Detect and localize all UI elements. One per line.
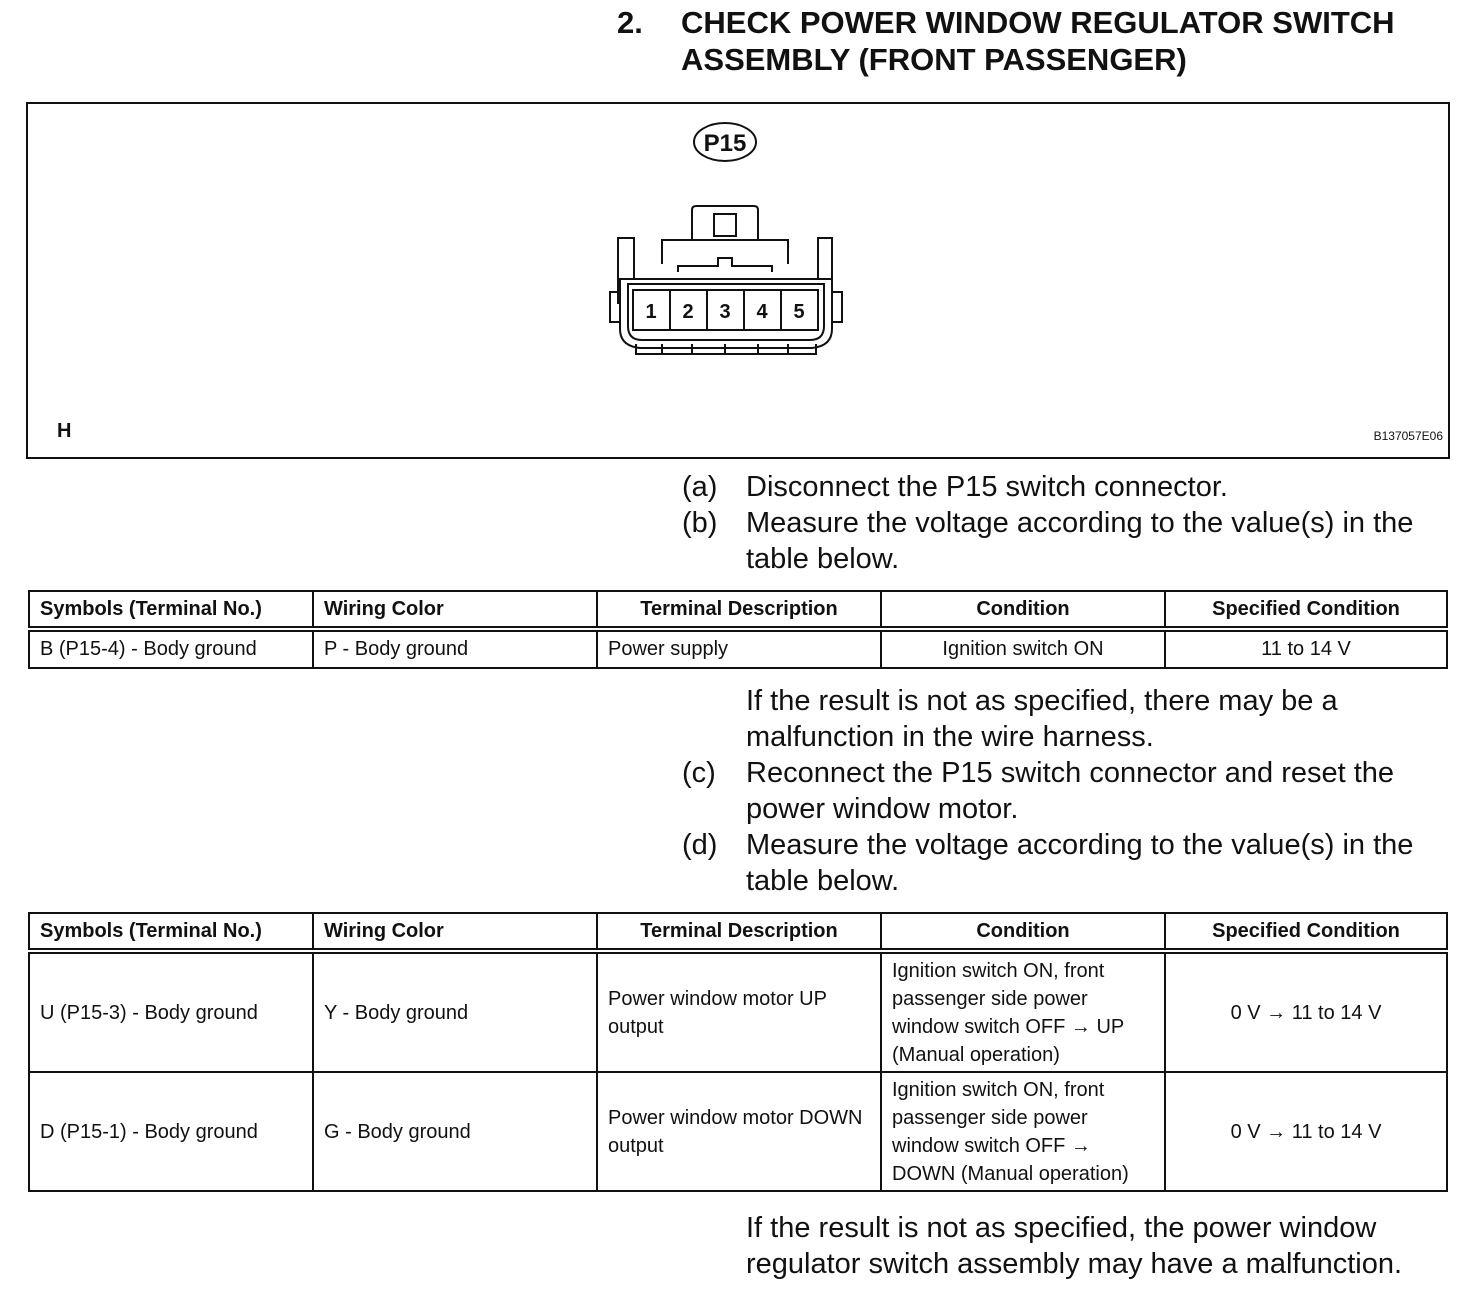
header-wiring-color: Wiring Color: [313, 591, 597, 629]
step-label: (c): [682, 757, 716, 789]
table-row: [29, 1072, 1447, 1191]
figure-corner-letter: H: [57, 420, 72, 442]
cell-terminal-description: Power window motor UP output: [597, 951, 881, 1072]
cell-condition: Ignition switch ON: [881, 629, 1165, 668]
header-terminal-description: Terminal Description: [597, 591, 881, 629]
terminal-4: 4: [756, 301, 768, 323]
step-label: (d): [682, 829, 718, 861]
cell-symbol: U (P15-3) - Body ground: [29, 951, 313, 1072]
cell-specified-condition: 0 V → 11 to 14 V: [1165, 1072, 1447, 1191]
step-text: Disconnect the P15 switch connector.: [746, 471, 1228, 503]
table-row: [29, 951, 1447, 1072]
cell-symbol: D (P15-1) - Body ground: [29, 1072, 313, 1191]
voltage-table-2: [28, 912, 1448, 1192]
cell-specified-condition: 11 to 14 V: [1165, 629, 1447, 668]
header-condition: Condition: [881, 913, 1165, 951]
connector-label: P15: [703, 130, 747, 157]
table-header-row: [29, 913, 1447, 951]
figure-code: B137057E06: [1373, 429, 1443, 443]
step-label: (b): [682, 507, 718, 539]
cell-condition: Ignition switch ON, front passenger side power window switch OFF → UP (Manual operation): [881, 951, 1165, 1072]
header-specified-condition: Specified Condition: [1165, 591, 1447, 629]
header-wiring-color: Wiring Color: [313, 913, 597, 951]
cell-specified-condition: 0 V → 11 to 14 V: [1165, 951, 1447, 1072]
note-wire-harness: If the result is not as specified, there may be a malfunction in the wire harness.: [746, 685, 1338, 753]
cell-condition: Ignition switch ON, front passenger side power window switch OFF → DOWN (Manual operation): [881, 1072, 1165, 1191]
terminal-3: 3: [719, 301, 731, 323]
step-label: (a): [682, 471, 718, 503]
note-switch-malfunction: If the result is not as specified, the power window regulator switch assembly may have a malfunction.: [746, 1212, 1403, 1280]
header-condition: Condition: [881, 591, 1165, 629]
section-number: 2.: [617, 5, 643, 40]
step-text: Reconnect the P15 switch connector and reset the power window motor.: [746, 757, 1395, 825]
cell-wiring-color: P - Body ground: [313, 629, 597, 668]
section-title: CHECK POWER WINDOW REGULATOR SWITCH ASSEMBLY (FRONT PASSENGER): [681, 5, 1395, 77]
cell-terminal-description: Power supply: [597, 629, 881, 668]
header-symbols: Symbols (Terminal No.): [29, 591, 313, 629]
cell-wiring-color: G - Body ground: [313, 1072, 597, 1191]
cell-symbol: B (P15-4) - Body ground: [29, 629, 313, 668]
header-terminal-description: Terminal Description: [597, 913, 881, 951]
terminal-1: 1: [645, 301, 657, 323]
table-row: [29, 629, 1447, 668]
header-specified-condition: Specified Condition: [1165, 913, 1447, 951]
voltage-table-1: [28, 590, 1448, 669]
terminal-5: 5: [793, 301, 805, 323]
step-text: Measure the voltage according to the value(s) in the table below.: [746, 507, 1414, 575]
connector-figure: [26, 102, 1450, 459]
table-header-row: [29, 591, 1447, 629]
terminal-2: 2: [682, 301, 694, 323]
step-text: Measure the voltage according to the value(s) in the table below.: [746, 829, 1414, 897]
cell-terminal-description: Power window motor DOWN output: [597, 1072, 881, 1191]
header-symbols: Symbols (Terminal No.): [29, 913, 313, 951]
cell-wiring-color: Y - Body ground: [313, 951, 597, 1072]
connector-diagram: [28, 104, 1448, 457]
